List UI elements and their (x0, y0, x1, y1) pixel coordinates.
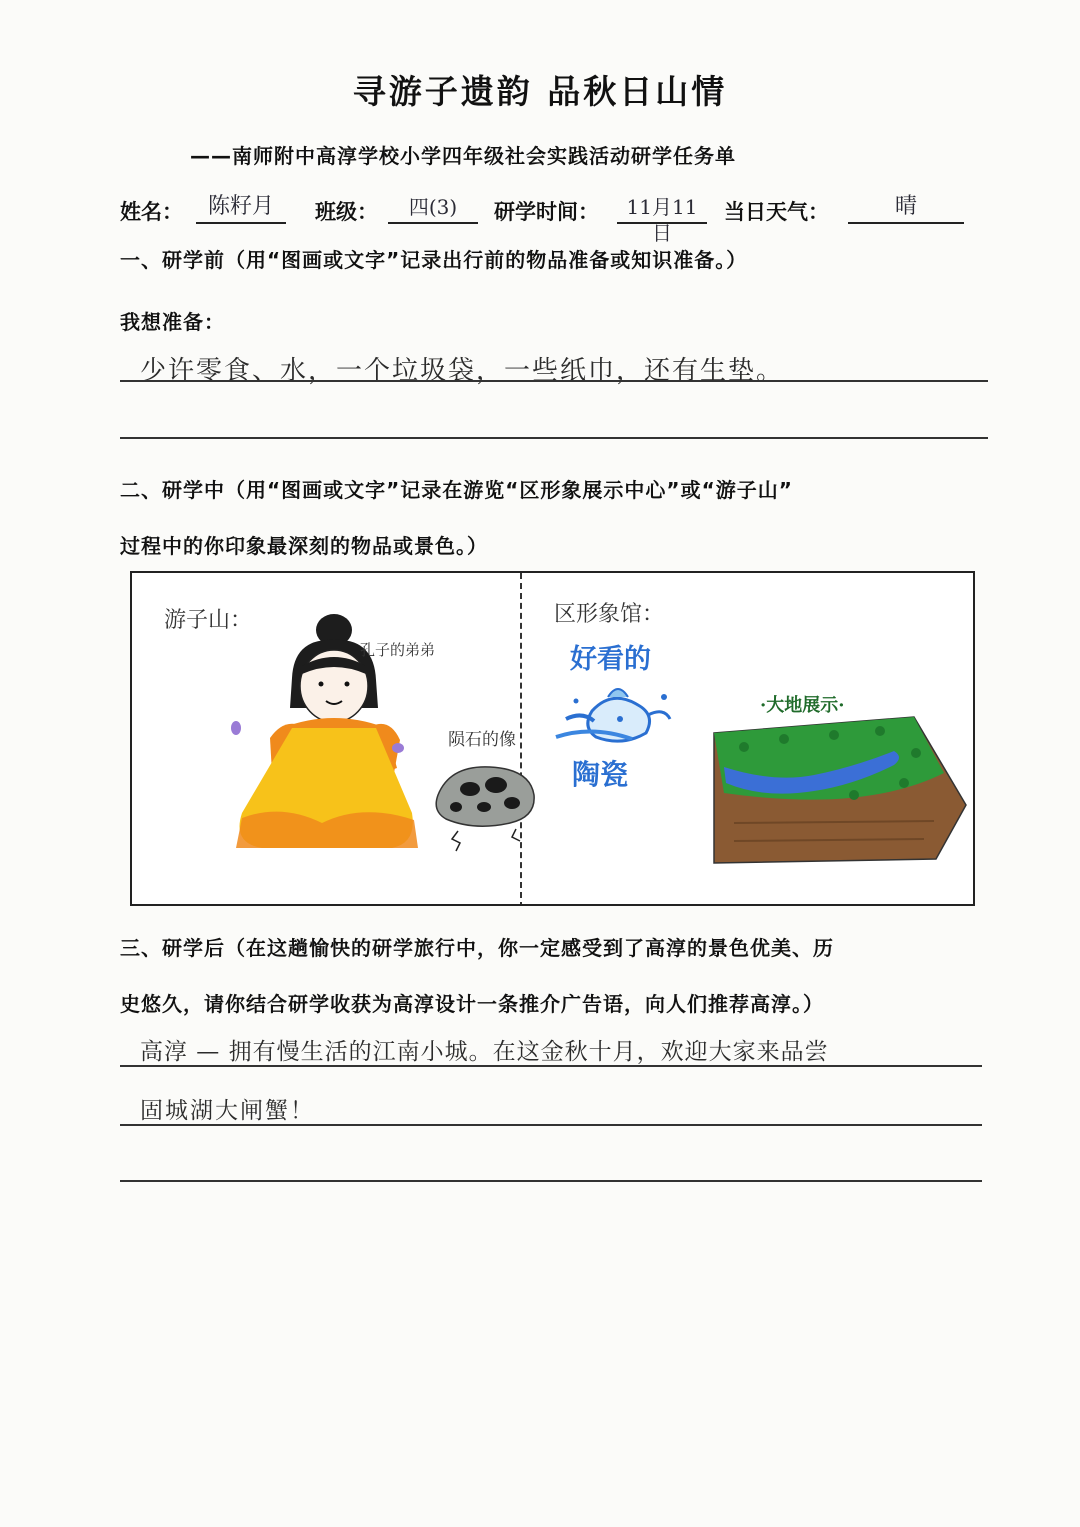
section2-heading-line2: 过程中的你印象最深刻的物品或景色。） (120, 534, 488, 558)
youzi-mountain-caption: 游子山： (164, 608, 253, 633)
pottery-caption-bottom: 陶瓷 (572, 758, 629, 791)
answer-line (120, 380, 988, 382)
district-image-hall-caption: 区形象馆： (554, 602, 665, 627)
answer-line (120, 1180, 982, 1182)
terrain-caption: ·大地展示· (760, 695, 845, 716)
pottery-caption-top: 好看的 (570, 644, 651, 675)
answer-line (120, 437, 988, 439)
section1-heading: 一、研学前（用“图画或文字”记录出行前的物品准备或知识准备。） (120, 248, 748, 272)
meteorite-drawing (430, 755, 540, 855)
section2-heading-line1: 二、研学中（用“图画或文字”记录在游览“区形象展示中心”或“游子山” (120, 478, 793, 502)
answer-line (120, 1124, 982, 1126)
study-time-label: 研学时间： (494, 200, 599, 224)
section3-heading-line1: 三、研学后（在这趟愉快的研学旅行中，你一定感受到了高淳的景色优美、历 (120, 936, 834, 960)
study-time-field[interactable]: 11月11日 (617, 194, 707, 224)
section3-answer-line1[interactable]: 高淳 — 拥有慢生活的江南小城。在这金秋十月，欢迎大家来品尝 (140, 1039, 829, 1065)
section1-answer[interactable]: 少许零食、水，一个垃圾袋，一些纸巾，还有生垫。 (140, 356, 785, 386)
name-field[interactable]: 陈籽月 (196, 194, 286, 224)
name-label: 姓名： (120, 200, 183, 224)
meteorite-caption: 陨石的像 (448, 730, 516, 750)
weather-label: 当日天气： (724, 200, 829, 224)
class-label: 班级： (315, 200, 378, 224)
class-field[interactable]: 四(3) (388, 194, 478, 224)
figure-caption: 孔子的弟弟 (360, 641, 436, 659)
section3-answer-line2[interactable]: 固城湖大闸蟹！ (140, 1098, 315, 1124)
drawing-frame (130, 571, 975, 906)
dashed-divider (520, 573, 522, 906)
answer-line (120, 1065, 982, 1067)
page-subtitle: ——南师附中高淳学校小学四年级社会实践活动研学任务单 (190, 144, 736, 168)
page-title: 寻游子遗韵 品秋日山情 (352, 72, 728, 111)
section1-prompt: 我想准备： (120, 310, 225, 334)
section3-heading-line2: 史悠久，请你结合研学收获为高淳设计一条推介广告语，向人们推荐高淳。） (120, 992, 824, 1016)
weather-field[interactable]: 晴 (848, 194, 964, 224)
teapot-pottery-drawing (552, 671, 682, 751)
terrain-model-drawing (704, 713, 974, 873)
